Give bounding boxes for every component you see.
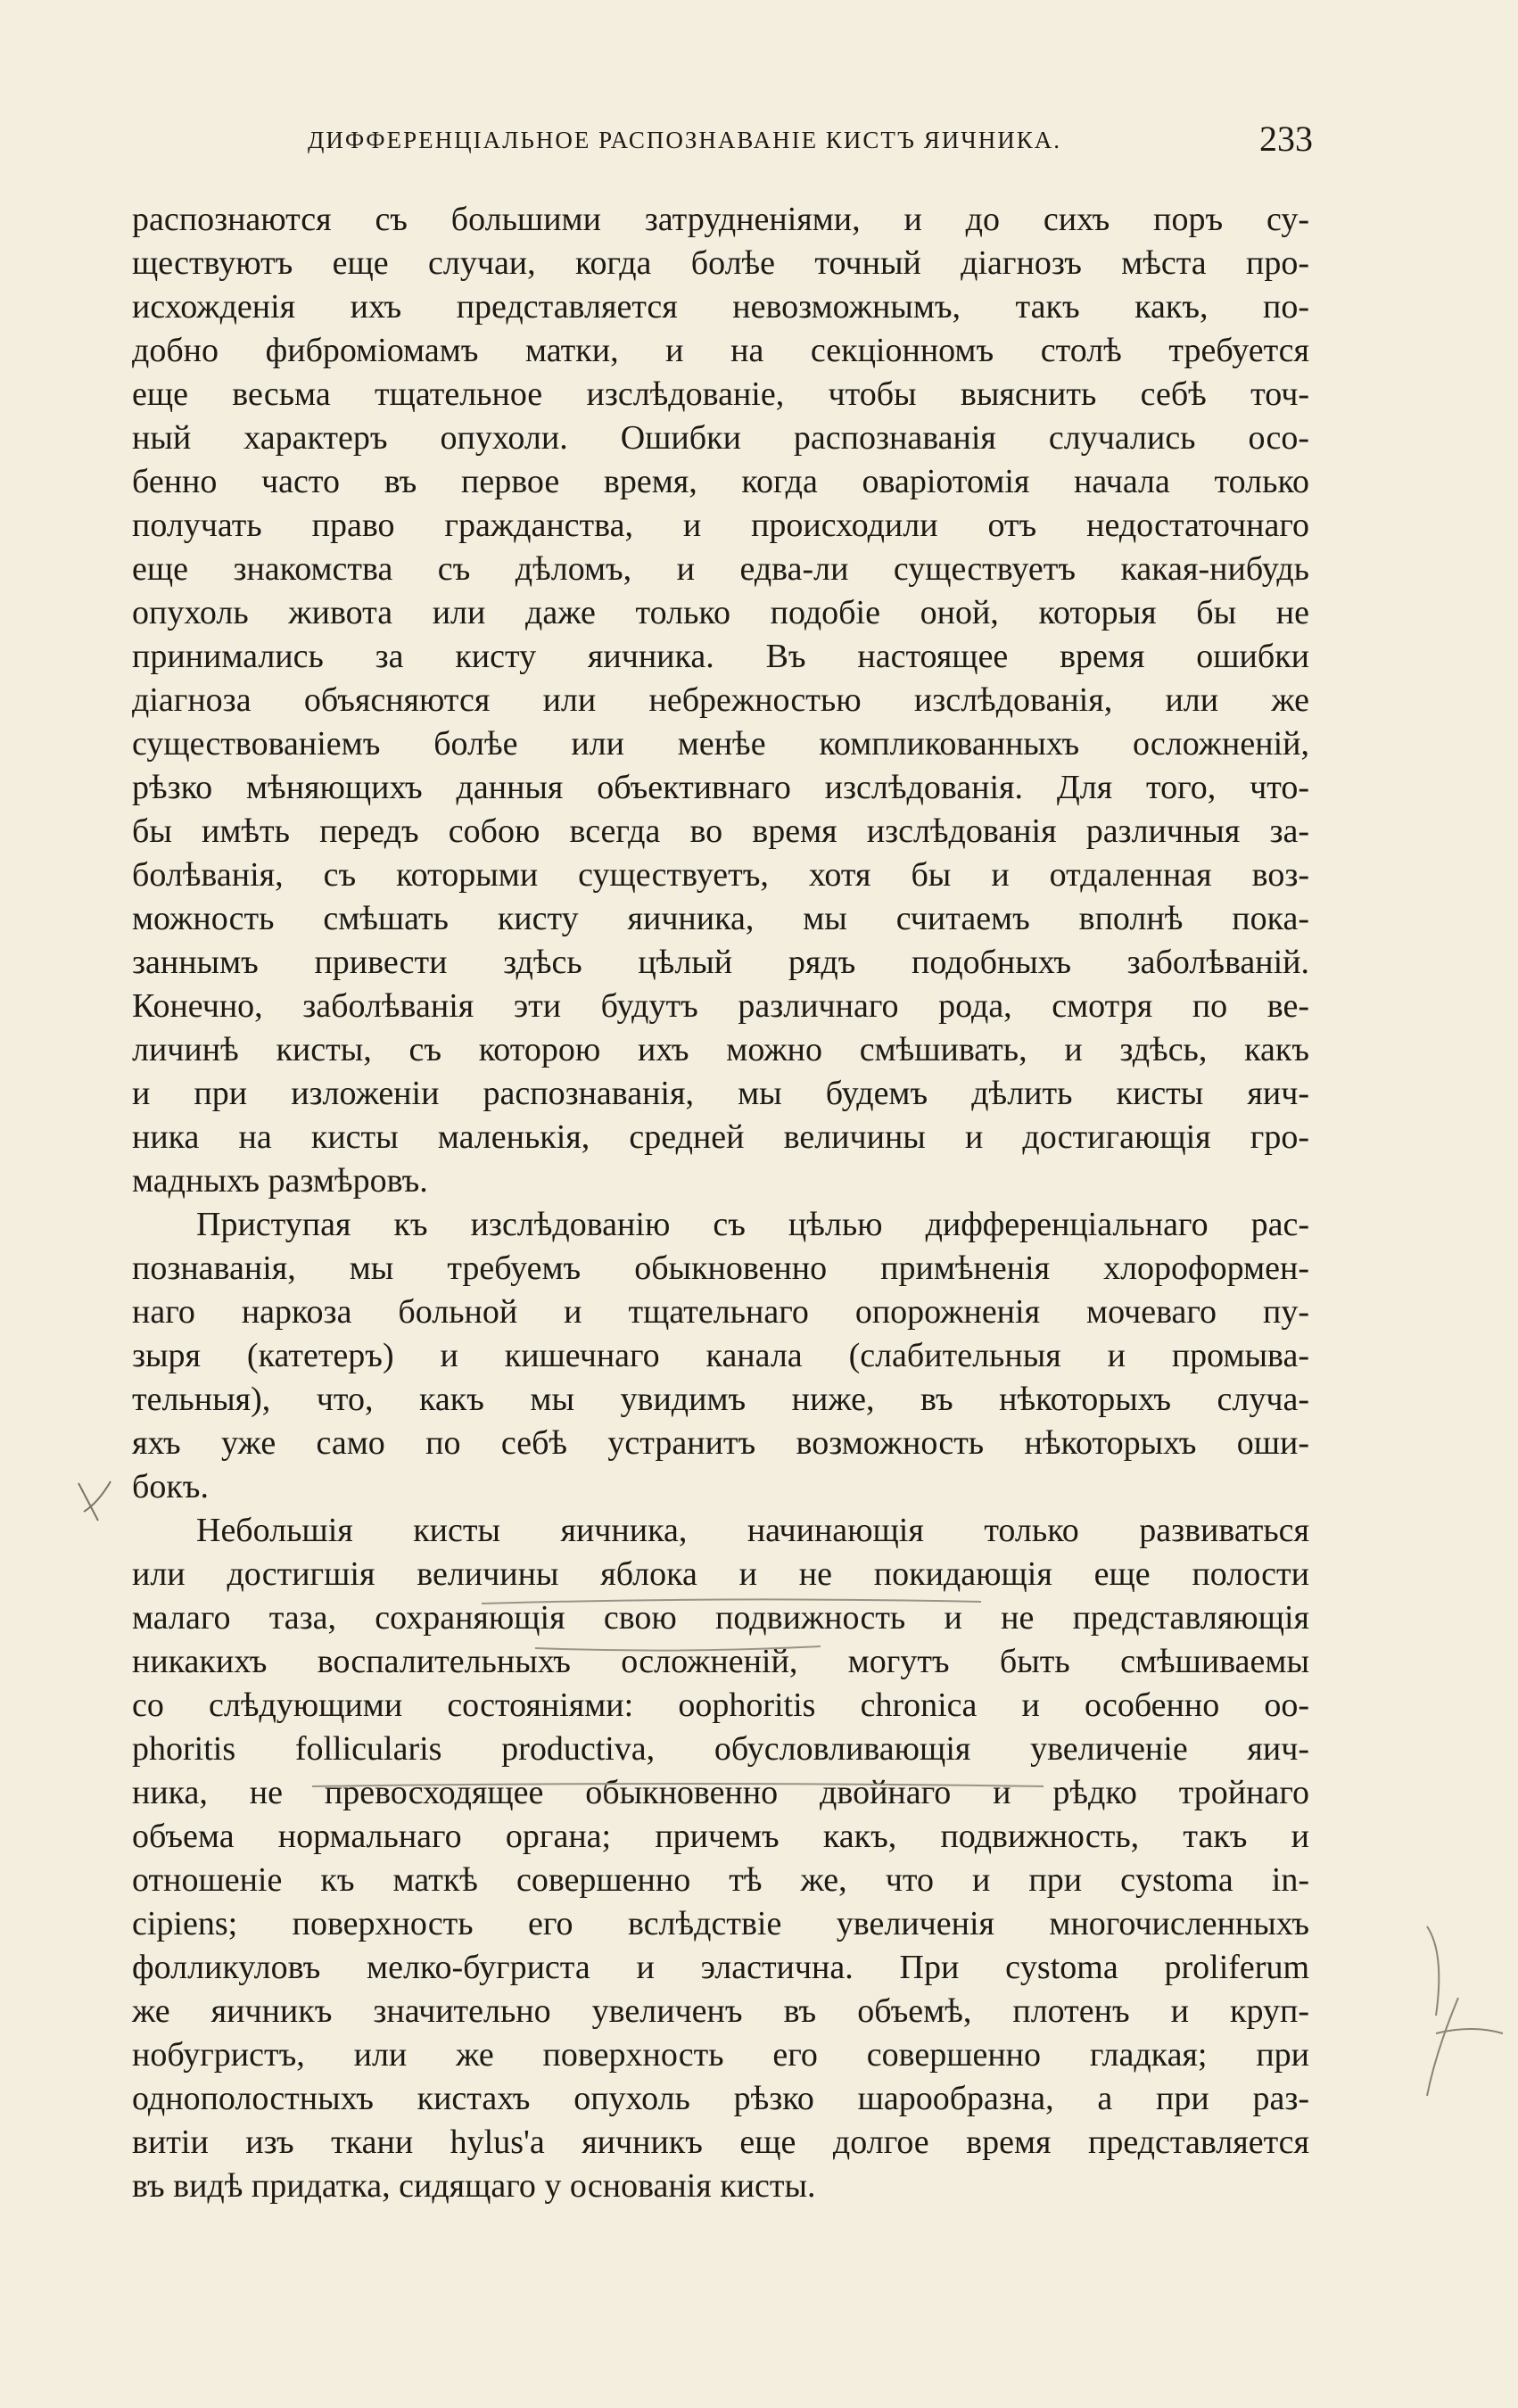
text-line: cipiens; поверхность его вслѣдствіе увеличенія многочисленныхъ xyxy=(132,1905,1309,1942)
margin-pencil-mark-right xyxy=(1409,1917,1507,2114)
body-text xyxy=(132,198,1309,2208)
text-line: никакихъ воспалительныхъ осложненій, могутъ быть смѣшиваемы xyxy=(132,1643,1309,1680)
text-line: опухоль живота или даже только подобіе оной, которыя бы не xyxy=(132,594,1309,631)
text-line: Небольшія кисты яичника, начинающія только развиваться xyxy=(196,1512,1309,1549)
text-line: однополостныхъ кистахъ опухоль рѣзко шарообразна, а при раз- xyxy=(132,2080,1309,2117)
margin-pencil-mark-left xyxy=(71,1476,125,1530)
text-line: принимались за кисту яичника. Въ настоящее время ошибки xyxy=(132,638,1309,675)
text-line: витіи изъ ткани hylus'а яичникъ еще долгое время представляется xyxy=(132,2123,1309,2161)
text-line: Конечно, заболѣванія эти будутъ различнаго рода, смотря по ве- xyxy=(132,987,1309,1025)
text-line: діагноза объясняются или небрежностью изслѣдованія, или же xyxy=(132,681,1309,719)
text-line: яхъ уже само по себѣ устранитъ возможность нѣкоторыхъ оши- xyxy=(132,1424,1309,1462)
text-line: исхожденія ихъ представляется невозможнымъ, такъ какъ, по- xyxy=(132,288,1309,326)
text-line: тельныя), что, какъ мы увидимъ ниже, въ нѣкоторыхъ случа- xyxy=(132,1381,1309,1418)
text-line: бы имѣть передъ собою всегда во время изслѣдованія различныя за- xyxy=(132,812,1309,850)
text-line: phoritis follicularis productiva, обусловливающія увеличеніе яич- xyxy=(132,1730,1309,1768)
text-line: получать право гражданства, и происходили отъ недостаточнаго xyxy=(132,507,1309,544)
text-line: въ видѣ придатка, сидящаго у основанія кисты. xyxy=(132,2167,816,2205)
text-line: ществуютъ еще случаи, когда болѣе точный діагнозъ мѣста про- xyxy=(132,244,1309,282)
text-line: можность смѣшать кисту яичника, мы считаемъ вполнѣ пока- xyxy=(132,900,1309,937)
text-line: ника, не превосходящее обыкновенно двойнаго и рѣдко тройнаго xyxy=(132,1774,1309,1811)
text-line: распознаются съ большими затрудненіями, и до сихъ поръ су- xyxy=(132,201,1309,238)
text-line: добно фиброміомамъ матки, и на секціонномъ столѣ требуется xyxy=(132,332,1309,369)
text-line: заннымъ привести здѣсь цѣлый рядъ подобныхъ заболѣваній. xyxy=(132,944,1309,981)
text-line: зыря (катетеръ) и кишечнаго канала (слабительныя и промыва- xyxy=(132,1337,1309,1374)
text-line: объема нормальнаго органа; причемъ какъ, подвижность, такъ и xyxy=(132,1818,1309,1855)
text-line: познаванія, мы требуемъ обыкновенно примѣненія хлороформен- xyxy=(132,1249,1309,1287)
text-line: мадныхъ размѣровъ. xyxy=(132,1162,428,1200)
text-line: ника на кисты маленькія, средней величины и достигающія гро- xyxy=(132,1118,1309,1156)
text-line: еще весьма тщательное изслѣдованіе, чтобы выяснить себѣ точ- xyxy=(132,375,1309,413)
page-header xyxy=(308,118,1313,162)
text-line: болѣванія, съ которыми существуетъ, хотя бы и отдаленная воз- xyxy=(132,856,1309,894)
text-line: еще знакомства съ дѣломъ, и едва-ли существуетъ какая-нибудь xyxy=(132,550,1309,588)
text-line: фолликуловъ мелко-бугриста и эластична. При cystoma proliferum xyxy=(132,1949,1309,1986)
text-line: ный характеръ опухоли. Ошибки распознаванія случались осо- xyxy=(132,419,1309,457)
text-line: же яичникъ значительно увеличенъ въ объемѣ, плотенъ и круп- xyxy=(132,1992,1309,2030)
text-line: малаго таза, сохраняющія свою подвижность и не представляющія xyxy=(132,1599,1309,1637)
text-line: и при изложеніи распознаванія, мы будемъ дѣлить кисты яич- xyxy=(132,1075,1309,1112)
text-line: наго наркоза больной и тщательнаго опорожненія мочеваго пу- xyxy=(132,1293,1309,1331)
text-line: существованіемъ болѣе или менѣе компликованныхъ осложненій, xyxy=(132,725,1309,763)
text-line: Приступая къ изслѣдованію съ цѣлью дифференціальнаго рас- xyxy=(196,1206,1309,1243)
text-line: нобугристъ, или же поверхность его совершенно гладкая; при xyxy=(132,2036,1309,2074)
running-title: ДИФФЕРЕНЦІАЛЬНОЕ РАСПОЗНАВАНІЕ КИСТЪ ЯИЧНИКА. xyxy=(308,127,1062,153)
text-line: отношеніе къ маткѣ совершенно тѣ же, что и при cystoma in- xyxy=(132,1861,1309,1899)
text-line: бокъ. xyxy=(132,1468,209,1505)
text-line: со слѣдующими состояніями: oophoritis chronica и особенно oo- xyxy=(132,1686,1309,1724)
text-line: личинѣ кисты, съ которою ихъ можно смѣшивать, и здѣсь, какъ xyxy=(132,1031,1309,1068)
text-line: или достигшія величины яблока и не покидающія еще полости xyxy=(132,1555,1309,1593)
text-line: бенно часто въ первое время, когда оваріотомія начала только xyxy=(132,463,1309,500)
text-line: рѣзко мѣняющихъ данныя объективнаго изслѣдованія. Для того, что- xyxy=(132,769,1309,806)
page-number: 233 xyxy=(1259,119,1313,159)
